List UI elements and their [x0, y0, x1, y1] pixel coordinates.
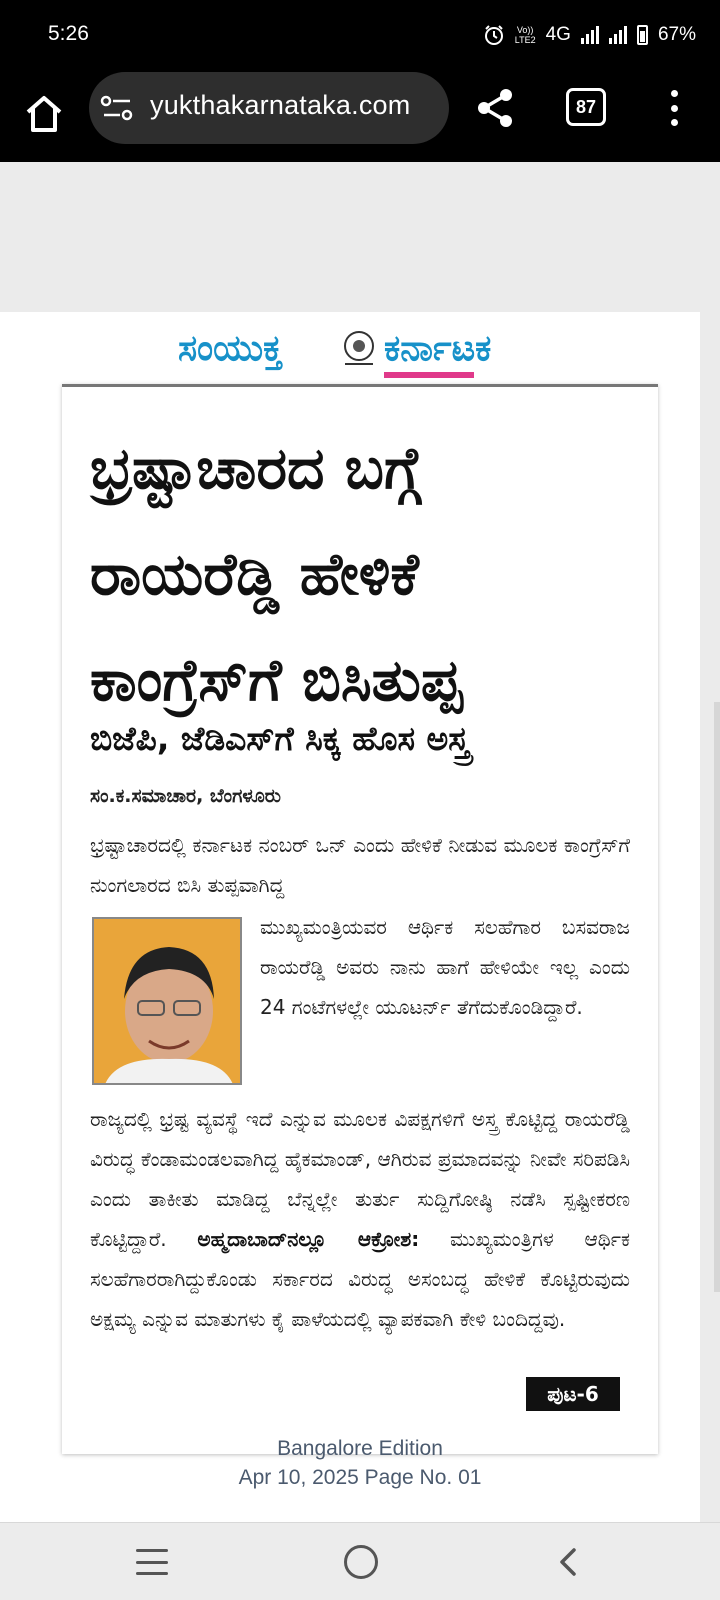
battery-percent: 67% — [657, 24, 696, 45]
signal-icon — [609, 26, 627, 44]
article-clipping[interactable] — [62, 384, 658, 1454]
home-icon[interactable] — [20, 90, 68, 138]
page-reference-badge: ಪುಟ-6 — [526, 1377, 620, 1411]
battery-icon — [637, 25, 648, 45]
lte-label: LTE2 — [514, 35, 536, 45]
article-paragraph-text: ಮುಖ್ಯಮಂತ್ರಿಗಳ ಆರ್ಥಿಕ ಸಲಹೆಗಾರರಾಗಿದ್ದುಕೊಂಡು ಸರ್ಕಾರದ ವಿರುದ್ಧ ಅಸಂಬದ್ಧ ಹೇಳಿಕೆ ಕೊಟ್ಟಿರುವುದು ಅಕ್ಷಮ್ಯ ಎನ್ನುವ ಮಾತುಗಳು ಕೈ ಪಾಳೆಯದಲ್ಲಿ ವ್ಯಾಪಕವಾಗಿ ಕೇಳಿ ಬಂದಿದ್ದವು. — [90, 1227, 631, 1331]
recent-apps-icon[interactable] — [136, 1549, 168, 1575]
person-photo — [92, 917, 242, 1085]
status-time: 5:26 — [48, 22, 89, 45]
scrollbar[interactable] — [714, 702, 720, 1292]
share-icon[interactable] — [474, 86, 518, 130]
edition-date-page: Apr 10, 2025 Page No. 01 — [238, 1466, 482, 1489]
masthead-tagline-bar — [384, 372, 474, 378]
more-vert-icon[interactable] — [660, 86, 688, 130]
status-icons — [483, 24, 696, 46]
signal-icon — [581, 26, 599, 44]
edition-info — [0, 1434, 720, 1492]
article-paragraph: ಭ್ರಷ್ಟಾಚಾರದಲ್ಲಿ ಕರ್ನಾಟಕ ನಂಬರ್ ಒನ್ ಎಂದು ಹೇಳಿಕೆ ನೀಡುವ ಮೂಲಕ ಕಾಂಗ್ರೆಸ್‌ಗೆ ನುಂಗಲಾರದ ಬಿಸಿ ತುಪ್ಪವಾಗಿದ್ದ — [90, 833, 630, 897]
headline-line: ಭ್ರಷ್ಟಾಚಾರದ ಬಗ್ಗೆ — [90, 434, 421, 502]
masthead-title-left: ಸಂಯುಕ್ತ — [178, 328, 283, 369]
home-circle-icon[interactable] — [344, 1545, 378, 1579]
article-paragraph — [90, 1099, 630, 1339]
volte-indicator — [515, 25, 536, 45]
network-type: 4G — [545, 24, 571, 45]
browser-toolbar — [0, 72, 720, 162]
headline-line: ಕಾಂಗ್ರೆಸ್‌ಗೆ ಬಿಸಿತುಪ್ಪ — [90, 646, 463, 714]
back-icon[interactable] — [552, 1545, 586, 1579]
article-subheadline: ಬಿಜೆಪಿ, ಜೆಡಿಎಸ್‌ಗೆ ಸಿಕ್ಕ ಹೊಸ ಅಸ್ತ್ರ — [90, 719, 470, 758]
newspaper-masthead[interactable] — [178, 328, 538, 378]
volte-label: Vo)) — [516, 25, 534, 35]
article-paragraph-text: ರಾಜ್ಯದಲ್ಲಿ ಭ್ರಷ್ಟ ವ್ಯವಸ್ಥೆ ಇದೆ ಎನ್ನುವ ಮೂಲಕ ವಿಪಕ್ಷಗಳಿಗೆ ಅಸ್ತ್ರ ಕೊಟ್ಟಿದ್ದ ರಾಯರೆಡ್ಡಿ ವಿರುದ್ಧ ಕೆಂಡಾಮಂಡಲವಾಗಿದ್ದ ಹೈಕಮಾಂಡ್, ಆಗಿರುವ ಪ್ರಮಾದವನ್ನು ನೀವೇ ಸರಿಪಡಿಸಿ ಎಂದು ತಾಕೀತು ಮಾಡಿದ್ದ ಬೆನ್ನಲ್ಲೇ ತುರ್ತು ಸುದ್ದಿಗೋಷ್ಠಿ ನಡೆಸಿ ಸ್ಪಷ್ಟೀಕರಣ ಕೊಟ್ಟಿದ್ದಾರೆ. — [90, 1107, 630, 1251]
tab-switcher-button[interactable]: 87 — [566, 88, 606, 126]
masthead-title-right: ಕರ್ನಾಟಕ — [384, 328, 492, 369]
headline-line: ರಾಯರೆಡ್ಡಿ ಹೇಳಿಕೆ — [90, 540, 419, 608]
article-headline — [90, 415, 630, 733]
article-paragraph: ಮುಖ್ಯಮಂತ್ರಿಯವರ ಆರ್ಥಿಕ ಸಲಹೆಗಾರ ಬಸವರಾಜ ರಾಯರೆಡ್ಡಿ ಅವರು ನಾನು ಹಾಗೆ ಹೇಳಿಯೇ ಇಲ್ಲ ಎಂದು 24 ಗಂಟೆಗಳಲ್ಲೇ ಯೂಟರ್ನ್ ತೆಗೆದುಕೊಂಡಿದ್ದಾರೆ. — [260, 915, 630, 1019]
emblem-icon — [338, 328, 380, 368]
edition-name: Bangalore Edition — [277, 1437, 443, 1460]
system-nav-bar — [0, 1522, 720, 1600]
alarm-icon — [483, 24, 505, 46]
url-text[interactable]: yukthakarnataka.com — [150, 90, 411, 120]
status-bar — [0, 0, 720, 72]
article-byline: ಸಂ.ಕ.ಸಮಾಚಾರ, ಬೆಂಗಳೂರು — [90, 785, 281, 807]
article-section-lead: ಅಹ್ಮದಾಬಾದ್‌ನಲ್ಲೂ ಆಕ್ರೋಶ: — [197, 1227, 420, 1251]
site-settings-icon[interactable] — [100, 94, 134, 122]
